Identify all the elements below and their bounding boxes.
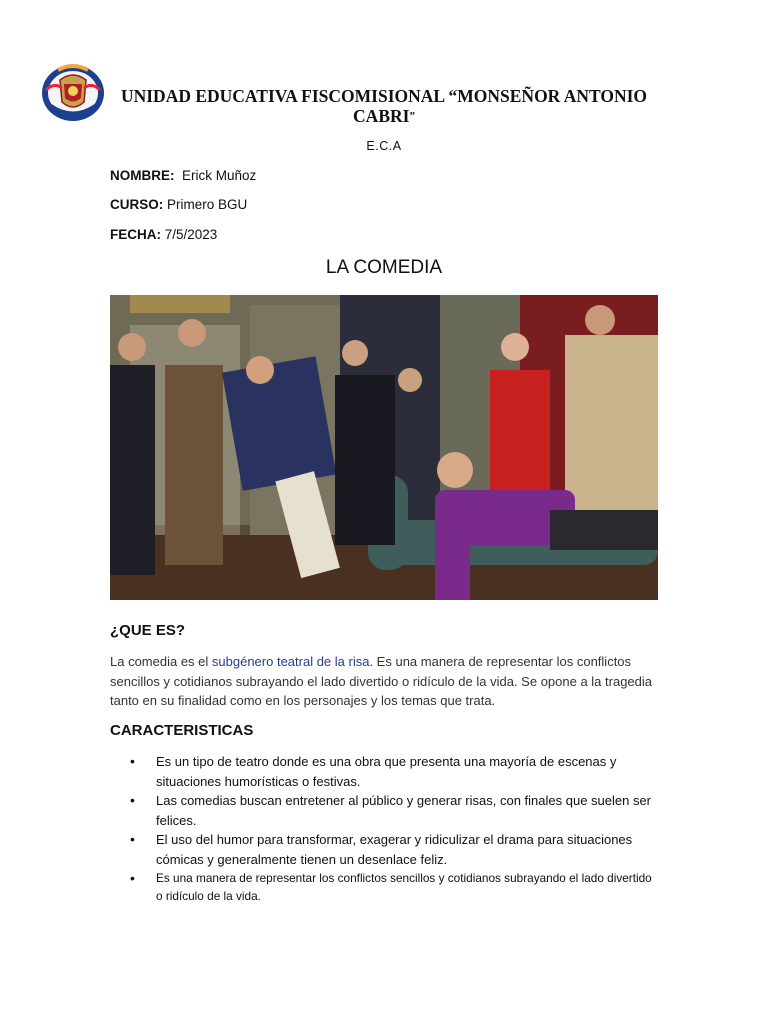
- document-subtitle: E.C.A: [366, 139, 402, 153]
- list-item: [130, 830, 660, 869]
- list-item-text: Es una manera de representar los conflictos sencillos y cotidianos subrayando el lado divertido o ridículo de la vida.: [156, 871, 652, 903]
- date-value: 7/5/2023: [164, 227, 218, 242]
- school-name-closing-quote: ”: [409, 110, 415, 122]
- document-title: LA COMEDIA: [325, 257, 443, 278]
- bullet-icon: •: [130, 831, 135, 847]
- definition-paragraph: [110, 652, 658, 711]
- school-name-line1: UNIDAD EDUCATIVA FISCOMISIONAL “MONSEÑOR ANTONIO: [120, 86, 648, 106]
- bullet-icon: •: [130, 753, 135, 769]
- features-list: [130, 752, 660, 905]
- school-logo: [40, 62, 106, 124]
- school-name-line2: [108, 106, 660, 126]
- definition-text-end: . Es una manera de representar los conflictos sencillos y cotidianos subrayando el lado divertido o ridículo de la vida. Se opone a la tragedia tanto en su finalidad como en los personajes y los temas que trata.: [110, 654, 653, 708]
- school-name: [108, 86, 660, 126]
- name-value: Erick Muñoz: [182, 168, 257, 183]
- bullet-icon: •: [130, 870, 135, 886]
- name-field: [110, 168, 256, 183]
- name-label: NOMBRE:: [110, 168, 175, 183]
- theatre-comedy-photo: [110, 295, 658, 600]
- list-item: [130, 869, 660, 905]
- list-item: [130, 752, 660, 791]
- bullet-icon: •: [130, 792, 135, 808]
- section-heading-features: CARACTERISTICAS: [110, 722, 254, 739]
- list-item-text: El uso del humor para transformar, exagerar y ridiculizar el drama para situaciones cómicas y generalmente tienen un desenlace feliz.: [156, 832, 633, 867]
- list-item-text: Las comedias buscan entretener al público y generar risas, con finales que suelen ser felices.: [156, 793, 652, 828]
- definition-highlight: subgénero teatral de la risa: [211, 654, 370, 669]
- list-item: [130, 791, 660, 830]
- list-item-text: Es un tipo de teatro donde es una obra que presenta una mayoría de escenas y situaciones humorísticas o festivas.: [156, 754, 617, 789]
- date-field: [110, 227, 217, 242]
- date-label: FECHA:: [110, 227, 161, 242]
- definition-text-start: La comedia es el: [110, 654, 212, 669]
- section-heading-what: ¿QUE ES?: [110, 622, 186, 639]
- school-name-line2-text: CABRI: [353, 106, 410, 126]
- course-label: CURSO:: [110, 197, 164, 212]
- course-field: [110, 197, 247, 212]
- course-value: Primero BGU: [167, 197, 248, 212]
